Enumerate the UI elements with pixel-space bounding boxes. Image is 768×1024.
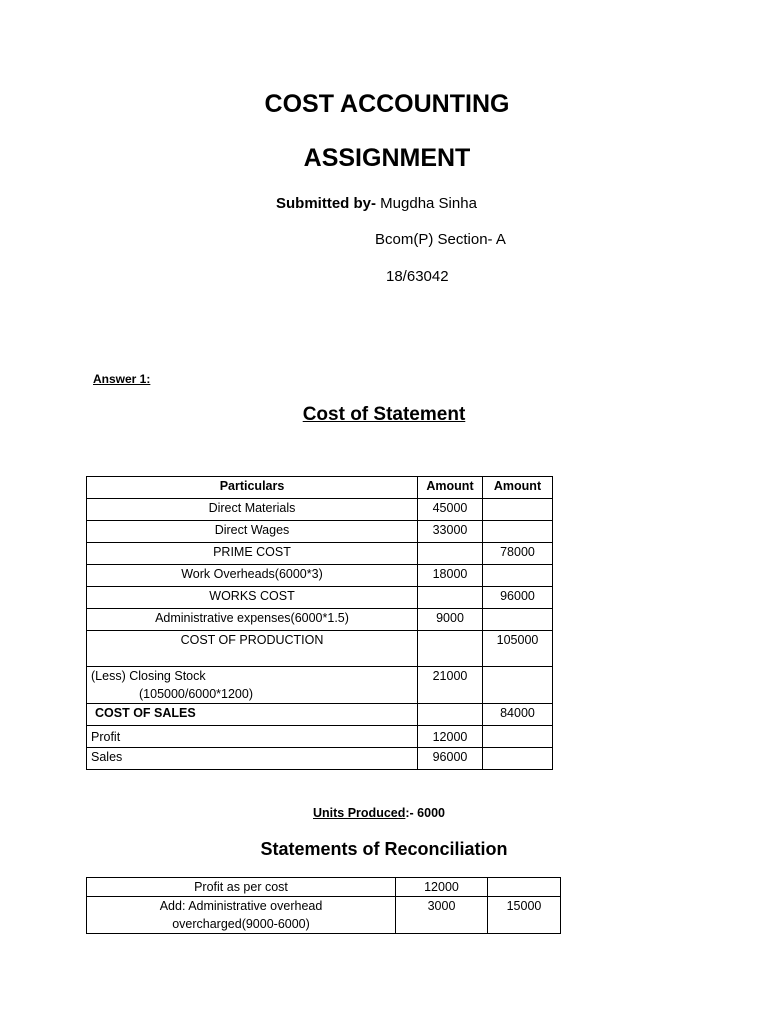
particular-cell: WORKS COST xyxy=(87,587,418,609)
units-produced xyxy=(313,806,445,820)
header-amount-1: Amount xyxy=(418,477,483,499)
amount2-cell: 78000 xyxy=(483,543,553,565)
amount1-cell: 12000 xyxy=(418,726,483,748)
reconciliation-table xyxy=(86,877,561,934)
units-produced-value: :- 6000 xyxy=(405,806,445,820)
particular-main: (Less) Closing Stock xyxy=(91,669,206,683)
amount2-cell xyxy=(483,748,553,770)
units-produced-label: Units Produced xyxy=(313,806,406,820)
submitted-by-label: Submitted by- xyxy=(276,195,376,212)
amount1-cell: 21000 xyxy=(418,667,483,704)
particular-sub: (105000/6000*1200) xyxy=(139,687,253,701)
amount2-cell xyxy=(483,609,553,631)
amount2-cell: 96000 xyxy=(483,587,553,609)
amount2-cell xyxy=(483,667,553,704)
table-row xyxy=(87,704,553,726)
table-row xyxy=(87,521,553,543)
amount2-cell xyxy=(483,726,553,748)
particular-cell xyxy=(87,897,396,934)
amount2-cell xyxy=(483,521,553,543)
particular-sub: overcharged(9000-6000) xyxy=(172,917,310,931)
particular-cell xyxy=(87,667,418,704)
amount1-cell: 33000 xyxy=(418,521,483,543)
particular-cell: Work Overheads(6000*3) xyxy=(87,565,418,587)
particular-cell: Direct Materials xyxy=(87,499,418,521)
table-row xyxy=(87,499,553,521)
cost-statement-heading: Cost of Statement xyxy=(302,404,466,425)
roll-number: 18/63042 xyxy=(386,268,449,285)
table-row xyxy=(87,631,553,667)
amount1-cell: 9000 xyxy=(418,609,483,631)
table-row xyxy=(87,726,553,748)
amount1-cell: 3000 xyxy=(396,897,488,934)
header-particulars: Particulars xyxy=(87,477,418,499)
particular-cell: COST OF PRODUCTION xyxy=(87,631,418,667)
amount2-cell: 15000 xyxy=(488,897,561,934)
table-row xyxy=(87,565,553,587)
amount2-cell xyxy=(488,878,561,897)
amount1-cell xyxy=(418,543,483,565)
table-row xyxy=(87,609,553,631)
particular-main: Add: Administrative overhead xyxy=(159,899,323,913)
table-row xyxy=(87,878,561,897)
header-amount-2: Amount xyxy=(483,477,553,499)
particular-cell: Sales xyxy=(87,748,418,770)
document-subtitle: ASSIGNMENT xyxy=(303,144,471,172)
particular-cell: COST OF SALES xyxy=(87,704,418,726)
amount1-cell: 12000 xyxy=(396,878,488,897)
table-row xyxy=(87,748,553,770)
amount1-cell: 96000 xyxy=(418,748,483,770)
table-header-row xyxy=(87,477,553,499)
reconciliation-heading: Statements of Reconciliation xyxy=(260,839,508,859)
amount1-cell xyxy=(418,587,483,609)
answer-label: Answer 1: xyxy=(93,372,151,386)
particular-cell: Profit xyxy=(87,726,418,748)
table-row xyxy=(87,897,561,934)
amount2-cell: 84000 xyxy=(483,704,553,726)
table-row xyxy=(87,587,553,609)
cost-statement-table xyxy=(86,476,553,770)
amount2-cell: 105000 xyxy=(483,631,553,667)
particular-cell: PRIME COST xyxy=(87,543,418,565)
amount1-cell xyxy=(418,631,483,667)
amount1-cell: 45000 xyxy=(418,499,483,521)
amount1-cell xyxy=(418,704,483,726)
table-row xyxy=(87,543,553,565)
submitter-name: Mugdha Sinha xyxy=(380,195,477,212)
submitted-by-line xyxy=(276,195,477,212)
document-title: COST ACCOUNTING xyxy=(264,90,510,118)
particular-cell: Administrative expenses(6000*1.5) xyxy=(87,609,418,631)
table-row xyxy=(87,667,553,704)
class-section: Bcom(P) Section- A xyxy=(375,231,506,248)
amount1-cell: 18000 xyxy=(418,565,483,587)
amount2-cell xyxy=(483,499,553,521)
amount2-cell xyxy=(483,565,553,587)
particular-cell: Profit as per cost xyxy=(87,878,396,897)
particular-cell: Direct Wages xyxy=(87,521,418,543)
